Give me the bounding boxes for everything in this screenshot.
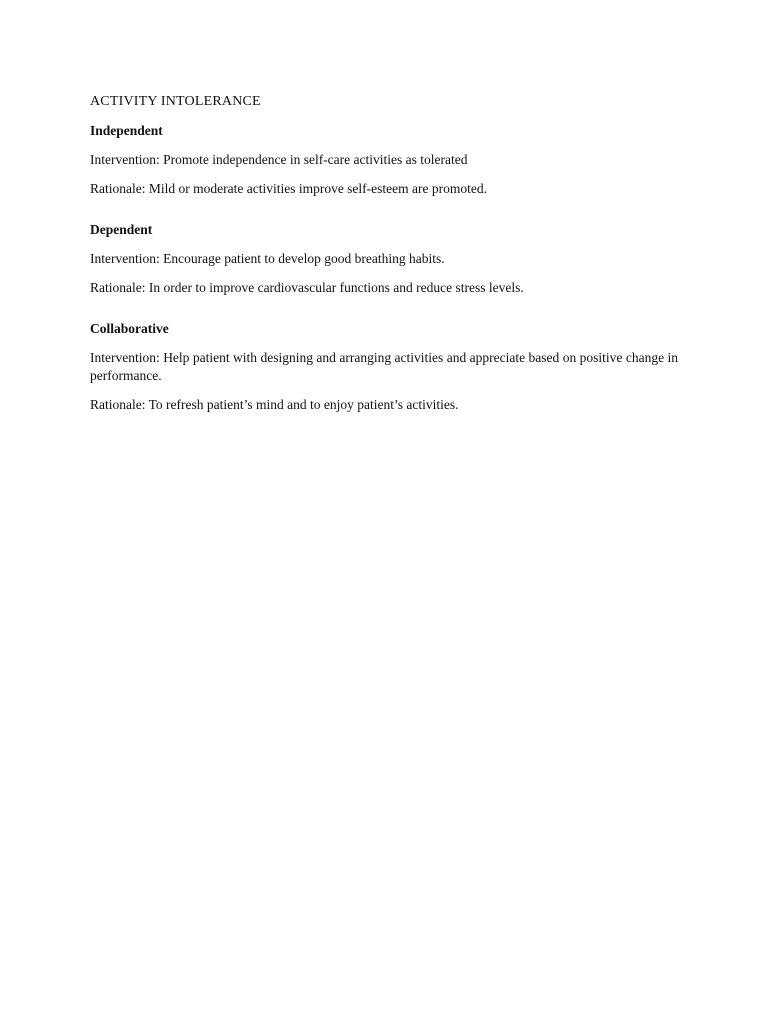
intervention-label: Intervention: <box>90 152 160 167</box>
intervention-text: Promote independence in self-care activities as tolerated <box>163 152 468 167</box>
intervention-paragraph <box>90 151 678 169</box>
rationale-text: To refresh patient’s mind and to enjoy patient’s activities. <box>148 397 459 412</box>
section-heading: Independent <box>90 123 163 138</box>
intervention-paragraph <box>90 349 678 385</box>
section-dependent <box>90 221 678 297</box>
intervention-label: Intervention: <box>90 350 160 365</box>
rationale-paragraph <box>90 279 678 297</box>
rationale-label: Rationale: <box>90 181 146 196</box>
document-page <box>90 93 678 425</box>
rationale-label: Rationale: <box>90 280 146 295</box>
rationale-paragraph <box>90 180 678 198</box>
section-heading: Collaborative <box>90 321 169 336</box>
intervention-text: Encourage patient to develop good breathing habits. <box>163 251 445 266</box>
intervention-paragraph <box>90 250 678 268</box>
section-heading: Dependent <box>90 222 153 237</box>
intervention-label: Intervention: <box>90 251 160 266</box>
rationale-text: In order to improve cardiovascular functions and reduce stress levels. <box>148 280 524 295</box>
document-title: ACTIVITY INTOLERANCE <box>90 94 261 109</box>
rationale-paragraph <box>90 396 678 414</box>
intervention-text: Help patient with designing and arranging activities and appreciate based on positive change in performance. <box>90 350 679 383</box>
rationale-text: Mild or moderate activities improve self-esteem are promoted. <box>148 181 487 196</box>
section-collaborative <box>90 320 678 414</box>
section-independent <box>90 122 678 198</box>
rationale-label: Rationale: <box>90 397 146 412</box>
